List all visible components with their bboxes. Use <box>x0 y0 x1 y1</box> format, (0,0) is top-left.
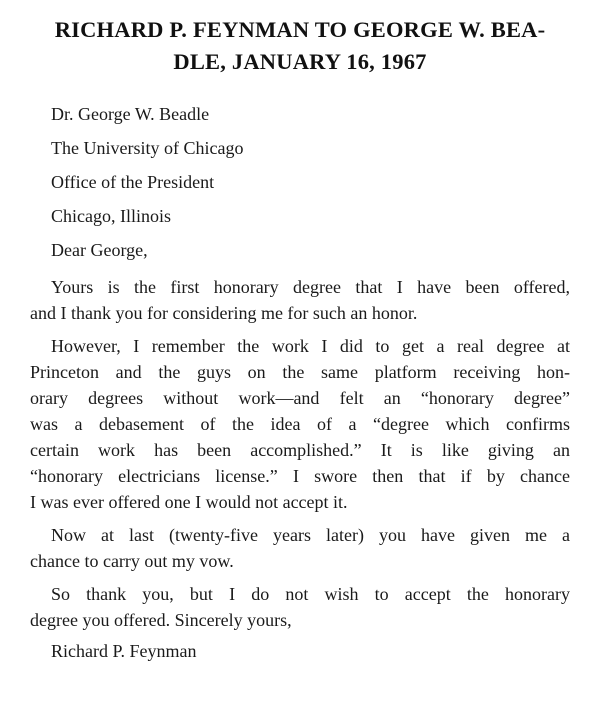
paragraph-line: orary degrees without work—and felt an “honorary degree” <box>30 388 570 408</box>
paragraph-line: I was ever offered one I would not accept it. <box>30 492 348 512</box>
recipient-office: Office of the President <box>51 172 215 192</box>
paragraph-line: degree you offered. Sincerely yours, <box>30 610 292 630</box>
paragraph-line: So thank you, but I do not wish to accept the honorary <box>51 584 570 604</box>
recipient-city: Chicago, Illinois <box>51 206 171 226</box>
recipient-institution: The University of Chicago <box>51 138 244 158</box>
paragraph-line: Now at last (twenty-five years later) you have given me a <box>51 525 570 545</box>
letter-title-line-1: RICHARD P. FEYNMAN TO GEORGE W. BEA- <box>54 17 546 42</box>
recipient-address <box>30 97 570 233</box>
paragraph-1 <box>30 274 570 326</box>
paragraph-line: certain work has been accomplished.” It is like giving an <box>30 440 570 460</box>
letter-title <box>30 14 570 78</box>
signature: Richard P. Feynman <box>51 641 197 661</box>
paragraph-4 <box>30 581 570 633</box>
paragraph-2 <box>30 333 570 515</box>
paragraph-line: Yours is the first honorary degree that I have been offered, <box>51 277 570 297</box>
paragraph-line: However, I remember the work I did to get a real degree at <box>51 336 570 356</box>
salutation: Dear George, <box>51 240 148 260</box>
paragraph-line: Princeton and the guys on the same platform receiving hon- <box>30 362 570 382</box>
paragraph-line: chance to carry out my vow. <box>30 551 234 571</box>
recipient-name: Dr. George W. Beadle <box>51 104 210 124</box>
paragraph-line: and I thank you for considering me for such an honor. <box>30 303 418 323</box>
paragraph-line: was a debasement of the idea of a “degree which confirms <box>30 414 570 434</box>
letter-title-line-2: DLE, JANUARY 16, 1967 <box>173 49 427 74</box>
paragraph-3 <box>30 522 570 574</box>
paragraph-line: “honorary electricians license.” I swore then that if by chance <box>30 466 570 486</box>
